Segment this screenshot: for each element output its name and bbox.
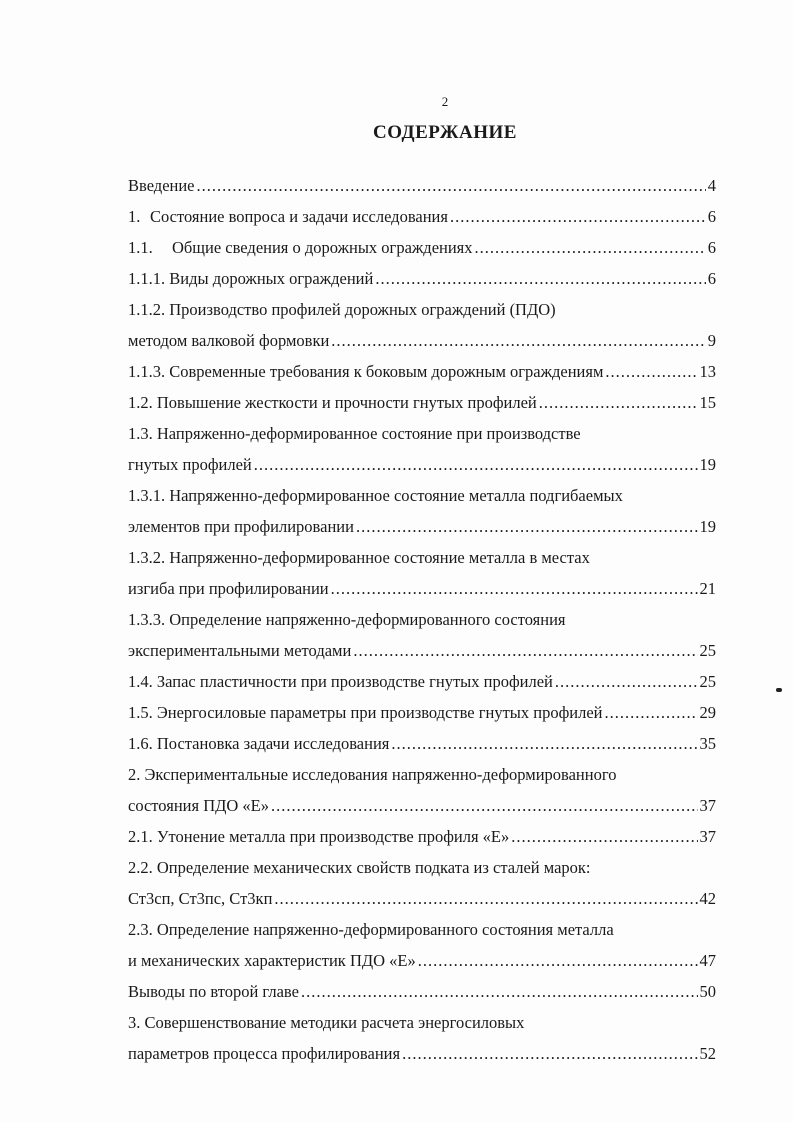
- page-title: СОДЕРЖАНИЕ: [373, 122, 517, 143]
- toc-entry: Выводы по второй главе ..... 50: [128, 976, 716, 1007]
- toc-entry: состояния ПДО «Е» ..... 37: [128, 790, 716, 821]
- toc-entry: 1. Состояние вопроса и задачи исследования ..... 6: [128, 201, 716, 232]
- toc-entry: 1.2. Повышение жесткости и прочности гнутых профилей ..... 15: [128, 387, 716, 418]
- toc-entry: 1.1.2. Производство профилей дорожных ограждений (ПДО): [128, 300, 556, 319]
- toc-entry: 1.3.1. Напряженно-деформированное состояние металла подгибаемых: [128, 486, 623, 505]
- toc-entry: гнутых профилей ..... 19: [128, 449, 716, 480]
- toc-entry: изгиба при профилировании ..... 21: [128, 573, 716, 604]
- toc-entry: 2.2. Определение механических свойств подката из сталей марок:: [128, 858, 591, 877]
- toc-entry: 3. Совершенствование методики расчета энергосиловых: [128, 1013, 525, 1032]
- page-number: 2: [441, 94, 449, 109]
- toc-entry: Ст3сп, Ст3пс, Ст3кп ..... 42: [128, 883, 716, 914]
- toc-entry: 2.1. Утонение металла при производстве профиля «Е» ..... 37: [128, 821, 716, 852]
- table-of-contents: [128, 170, 716, 1069]
- toc-entry: 2.3. Определение напряженно-деформированного состояния металла: [128, 920, 614, 939]
- toc-entry: 1.1. Общие сведения о дорожных ограждениях ..... 6: [128, 232, 716, 263]
- toc-entry: 2. Экспериментальные исследования напряженно-деформированного: [128, 765, 617, 784]
- toc-entry: методом валковой формовки ..... 9: [128, 325, 716, 356]
- toc-entry: 1.4. Запас пластичности при производстве гнутых профилей ..... 25: [128, 666, 716, 697]
- toc-entry: параметров процесса профилирования ..... 52: [128, 1038, 716, 1069]
- toc-entry: 1.1.1. Виды дорожных ограждений ..... 6: [128, 263, 716, 294]
- toc-entry: элементов при профилировании ..... 19: [128, 511, 716, 542]
- toc-entry: и механических характеристик ПДО «Е» ..... 47: [128, 945, 716, 976]
- toc-entry: 1.3.3. Определение напряженно-деформированного состояния: [128, 610, 566, 629]
- toc-entry: экспериментальными методами ..... 25: [128, 635, 716, 666]
- toc-entry: 1.1.3. Современные требования к боковым дорожным ограждениям ..... 13: [128, 356, 716, 387]
- toc-entry: 1.6. Постановка задачи исследования ..... 35: [128, 728, 716, 759]
- toc-entry: 1.5. Энергосиловые параметры при производстве гнутых профилей ..... 29: [128, 697, 716, 728]
- toc-entry: 1.3. Напряженно-деформированное состояние при производстве: [128, 424, 581, 443]
- toc-entry: 1.3.2. Напряженно-деформированное состояние металла в местах: [128, 548, 590, 567]
- toc-entry: Введение ..... 4: [128, 170, 716, 201]
- scan-speck: [776, 688, 782, 692]
